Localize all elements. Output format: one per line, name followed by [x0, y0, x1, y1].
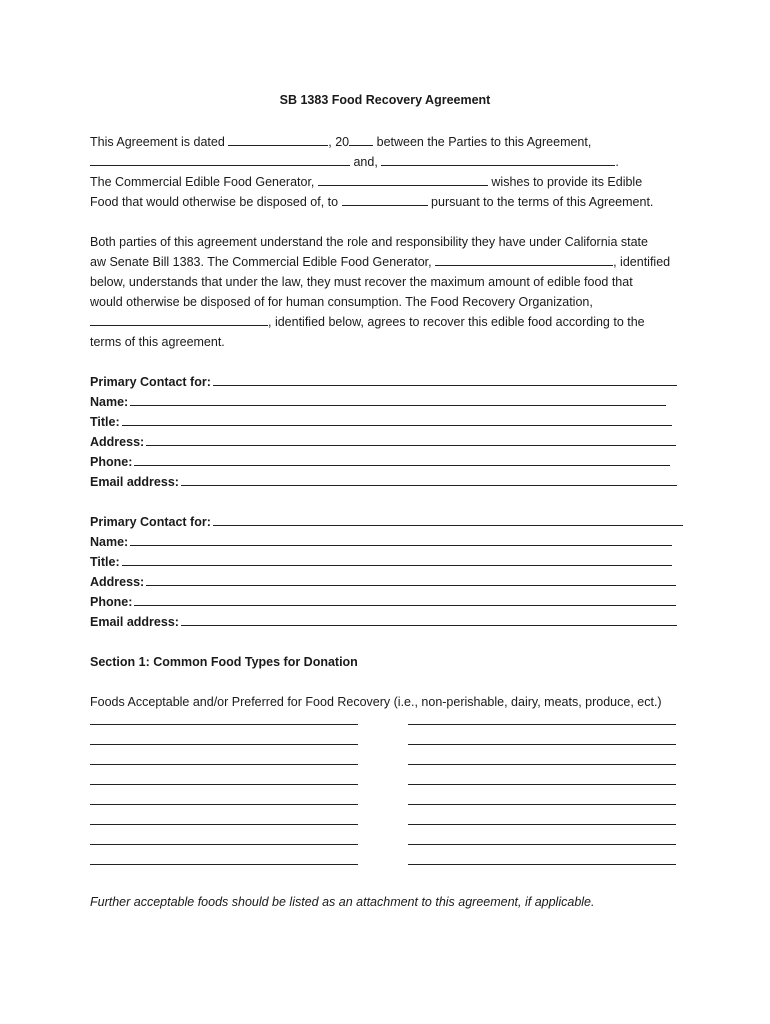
food-entry-field[interactable] — [90, 732, 358, 752]
intro-text: Food that would otherwise be disposed of, to — [90, 195, 339, 209]
para2-text: aw Senate Bill 1383. The Commercial Edible Food Generator, — [90, 255, 432, 269]
email-label: Email address: — [90, 615, 179, 629]
title-field[interactable] — [122, 552, 672, 566]
email-field[interactable] — [181, 612, 677, 626]
intro-text: , 20 — [328, 135, 350, 149]
contact1-primary-row — [90, 372, 690, 392]
attachment-footnote: Further acceptable foods should be listed as an attachment to this agreement, if applicable. — [90, 895, 595, 909]
title-label: Title: — [90, 555, 120, 569]
contact1-email-row — [90, 472, 690, 492]
title-label: Title: — [90, 415, 120, 429]
name-label: Name: — [90, 535, 129, 549]
contact1-address-row — [90, 432, 690, 452]
date-blank[interactable] — [228, 132, 328, 146]
food-entry-field[interactable] — [408, 752, 676, 772]
food-entry-field[interactable] — [90, 712, 358, 732]
fro-name-blank[interactable] — [90, 312, 268, 326]
foods-columns — [90, 712, 676, 872]
intro-line-4 — [90, 192, 690, 212]
contact2-phone-row — [90, 592, 690, 612]
primary-contact-field[interactable] — [213, 512, 683, 526]
generator-blank[interactable] — [318, 172, 488, 186]
document-title: SB 1383 Food Recovery Agreement — [279, 93, 491, 107]
primary-contact-label: Primary Contact for: — [90, 375, 211, 389]
contact2-title-row — [90, 552, 690, 572]
contact1-phone-row — [90, 452, 690, 472]
intro-text: pursuant to the terms of this Agreement. — [431, 195, 654, 209]
food-entry-field[interactable] — [408, 712, 676, 732]
address-field[interactable] — [146, 572, 676, 586]
title-field[interactable] — [122, 412, 672, 426]
intro-text: between the Parties to this Agreement, — [376, 135, 592, 149]
primary-contact-label: Primary Contact for: — [90, 515, 211, 529]
name-label: Name: — [90, 395, 129, 409]
primary-contact-field[interactable] — [213, 372, 677, 386]
intro-text: This Agreement is dated — [90, 135, 225, 149]
phone-label: Phone: — [90, 455, 133, 469]
address-label: Address: — [90, 575, 145, 589]
phone-field[interactable] — [134, 592, 676, 606]
contact2-primary-row — [90, 512, 690, 532]
para2-text: , identified below, agrees to recover this edible food according to the — [268, 315, 645, 329]
contact2-name-row — [90, 532, 690, 552]
address-field[interactable] — [146, 432, 676, 446]
document-body — [90, 132, 690, 912]
party-1-blank[interactable] — [90, 152, 350, 166]
intro-line-2 — [90, 152, 690, 172]
intro-text: and, — [353, 155, 378, 169]
name-field[interactable] — [130, 392, 666, 406]
name-field[interactable] — [130, 532, 672, 546]
email-label: Email address: — [90, 475, 179, 489]
food-entry-field[interactable] — [408, 772, 676, 792]
para2-line-5 — [90, 312, 690, 332]
party-2-blank[interactable] — [381, 152, 615, 166]
food-entry-field[interactable] — [408, 852, 676, 872]
food-entry-field[interactable] — [90, 852, 358, 872]
foods-label: Foods Acceptable and/or Preferred for Food Recovery (i.e., non-perishable, dairy, meats, produce, ect.) — [90, 695, 662, 709]
intro-text: The Commercial Edible Food Generator, — [90, 175, 315, 189]
food-entry-field[interactable] — [90, 772, 358, 792]
food-entry-field[interactable] — [90, 812, 358, 832]
para2-line-4: would otherwise be disposed of for human consumption. The Food Recovery Organization, — [90, 295, 593, 309]
email-field[interactable] — [181, 472, 677, 486]
contact1-name-row — [90, 392, 690, 412]
intro-text: . — [615, 155, 619, 169]
food-entry-field[interactable] — [408, 812, 676, 832]
intro-line-1 — [90, 132, 690, 152]
contact2-email-row — [90, 612, 690, 632]
para2-text: , identified — [613, 255, 671, 269]
section1-heading: Section 1: Common Food Types for Donation — [90, 655, 358, 669]
para2-line-6: terms of this agreement. — [90, 335, 225, 349]
foods-column-left — [90, 712, 358, 872]
address-label: Address: — [90, 435, 145, 449]
para2-line-3: below, understands that under the law, they must recover the maximum amount of edible food that — [90, 275, 633, 289]
food-entry-field[interactable] — [408, 732, 676, 752]
recipient-blank[interactable] — [342, 192, 428, 206]
phone-field[interactable] — [134, 452, 670, 466]
year-blank[interactable] — [349, 132, 373, 146]
food-entry-field[interactable] — [408, 792, 676, 812]
phone-label: Phone: — [90, 595, 133, 609]
food-entry-field[interactable] — [90, 752, 358, 772]
food-entry-field[interactable] — [90, 792, 358, 812]
foods-column-right — [408, 712, 676, 872]
contact2-address-row — [90, 572, 690, 592]
food-entry-field[interactable] — [90, 832, 358, 852]
para2-line-2 — [90, 252, 690, 272]
para2-line-1: Both parties of this agreement understand the role and responsibility they have under California state — [90, 235, 648, 249]
intro-line-3 — [90, 172, 690, 192]
contact1-title-row — [90, 412, 690, 432]
generator-name-blank[interactable] — [435, 252, 613, 266]
intro-text: wishes to provide its Edible — [491, 175, 643, 189]
food-entry-field[interactable] — [408, 832, 676, 852]
